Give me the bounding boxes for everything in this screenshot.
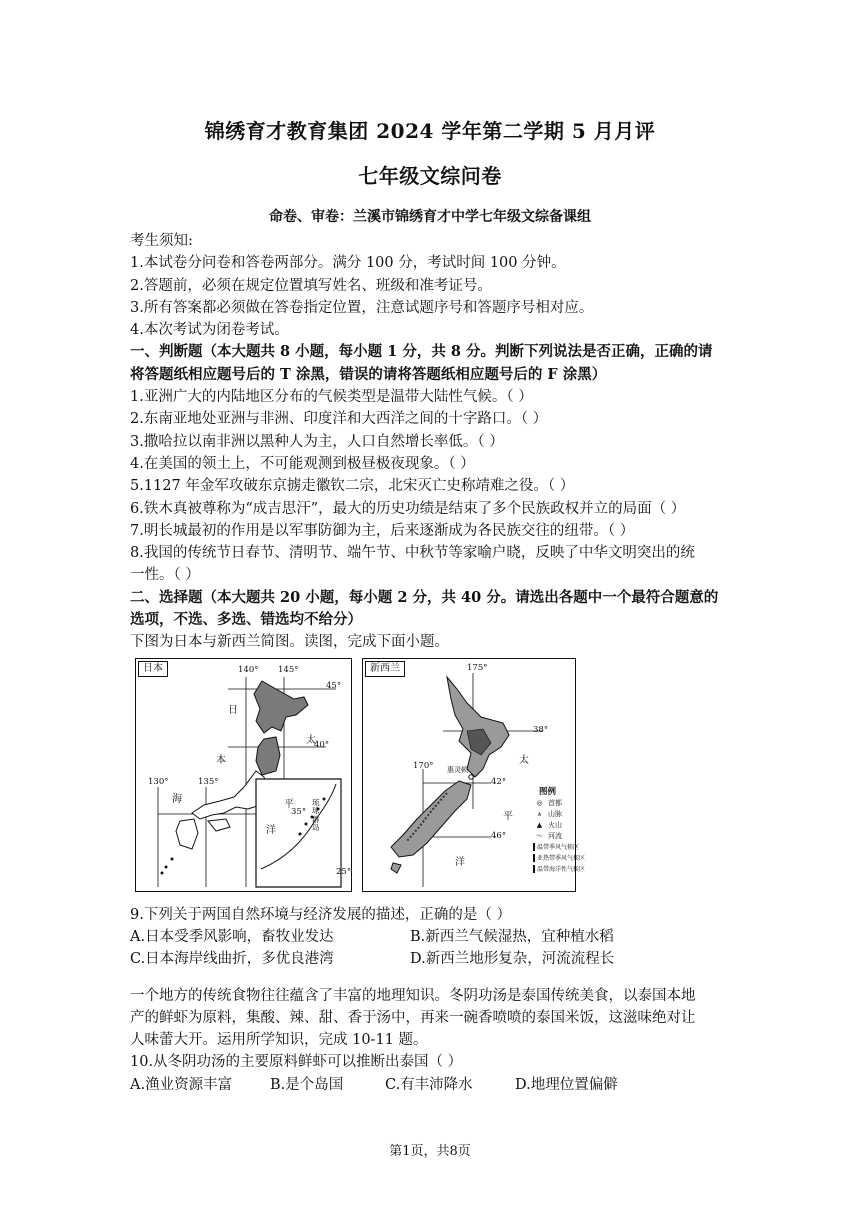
- lat-label: 25°: [336, 866, 352, 877]
- japan-map-graphic: [136, 659, 351, 891]
- option-a: A.日本受季风影响，畜牧业发达: [130, 928, 334, 945]
- option-c: C.日本海岸线曲折，多优良港湾: [130, 951, 334, 968]
- honshu-north: [256, 737, 280, 775]
- option-c: C.有丰沛降水: [385, 1076, 473, 1093]
- label-ping: 平: [503, 810, 513, 822]
- question-5: 5.1127 年金军攻破东京掳走徽钦二宗，北宋灭亡史称靖难之役。（ ）: [130, 478, 575, 495]
- lat-label: 38°: [533, 724, 549, 735]
- exam-body: [130, 230, 730, 1096]
- lon-label: 175°: [467, 662, 488, 673]
- shikoku-island: [208, 819, 230, 831]
- legend-title: 图例: [539, 786, 557, 797]
- lat-label: 40°: [314, 739, 330, 750]
- label-ben: 本: [216, 754, 226, 766]
- lat-label: 35°: [291, 806, 307, 817]
- option-b: B.新西兰气候湿热，宜种植水稻: [410, 928, 614, 945]
- question-8: 8.我国的传统节日春节、清明节、端午节、中秋节等家喻户晓，反映了中华文明突出的统: [130, 545, 695, 562]
- japan-map: [135, 658, 352, 892]
- legend-temperate-monsoon: 温带季风气候区: [533, 842, 577, 853]
- legend-temperate-maritime: 温带海洋性气候区: [533, 864, 577, 875]
- label-ri: 日: [228, 704, 238, 716]
- swatch-dark: [533, 843, 535, 851]
- notice-item: 2.答题前，必须在规定位置填写姓名、班级和准考证号。: [130, 277, 492, 294]
- map-legend: [533, 786, 586, 875]
- question-10-options: [130, 1074, 730, 1096]
- option-d: D.新西兰地形复杂，河流流程长: [410, 951, 615, 968]
- page-number: 第1页，共8页: [389, 1144, 471, 1159]
- passage-line: 人味蕾大开。运用所学知识，完成 10-11 题。: [130, 1032, 428, 1049]
- capital-icon: ◎: [536, 798, 543, 807]
- notice-item: 1.本试卷分问卷和答卷两部分。满分 100 分，考试时间 100 分钟。: [130, 255, 566, 272]
- label-yang: 洋: [266, 824, 276, 836]
- option-d: D.地理位置偏僻: [515, 1076, 618, 1093]
- section1-heading-cont: 将答题纸相应题号后的 T 涂黑，错误的请将答题纸相应题号后的 F 涂黑）: [130, 365, 607, 383]
- question-10: 10.从冬阴功汤的主要原料鲜虾可以推断出泰国（ ）: [130, 1054, 463, 1071]
- question-7: 7.明长城最初的作用是以军事防御为主，后来逐渐成为各民族交往的纽带。（ ）: [130, 522, 635, 539]
- river-icon: 〜: [536, 831, 543, 840]
- japan-map-tag: 日本: [138, 661, 168, 677]
- question-9-options-row1: [130, 926, 730, 948]
- mountain-icon: ⩚: [537, 809, 542, 818]
- kyushu-island: [176, 819, 198, 849]
- label-hai: 海: [172, 793, 182, 805]
- section1-heading: 一、判断题（本大题共 8 小题，每小题 1 分，共 8 分。判断下列说法是否正确，正确的请: [130, 343, 713, 361]
- legend-mountain: ⩚ 山脉: [533, 809, 577, 820]
- notice-item: 3.所有答案都必须做在答卷指定位置，注意试题序号和答题序号相对应。: [130, 299, 594, 316]
- ryukyu-islands: [161, 857, 174, 874]
- exam-title: 锦绣育才教育集团 2024 学年第二学期 5 月月评: [204, 119, 656, 143]
- map-intro: 下图为日本与新西兰简图。读图，完成下面小题。: [130, 634, 449, 651]
- label-tai: 太: [306, 734, 316, 746]
- option-b: B.是个岛国: [270, 1076, 344, 1093]
- label-tai: 太: [519, 754, 529, 766]
- notice-item: 4.本次考试为闭卷考试。: [130, 322, 289, 339]
- wellington-dot: [469, 774, 473, 778]
- map-figures: [130, 658, 730, 898]
- wellington-label: 惠灵顿: [447, 765, 468, 774]
- exam-authors: 命卷、审卷：兰溪市锦绣育才中学七年级文综备课组: [269, 209, 591, 225]
- new-zealand-map: [362, 658, 586, 892]
- notice-heading: 考生须知:: [130, 233, 193, 249]
- volcano-icon: ▲: [536, 820, 543, 829]
- south-island: [391, 781, 471, 857]
- legend-river: 〜 河流: [533, 831, 577, 842]
- label-ping: 平: [284, 798, 294, 810]
- question-3: 3.撒哈拉以南非洲以黑种人为主，人口自然增长率低。（ ）: [130, 433, 504, 450]
- passage-line: 一个地方的传统食物往往蕴含了丰富的地理知识。冬阴功汤是泰国传统美食，以泰国本地: [130, 987, 696, 1004]
- lon-label: 170°: [413, 760, 434, 771]
- legend-volcano: ▲ 火山: [533, 820, 577, 831]
- legend-subtropical-monsoon: 亚热带季风气候区: [533, 853, 577, 864]
- lat-label: 42°: [491, 776, 507, 787]
- north-island: [447, 677, 509, 777]
- inset-label: 琉球群岛: [312, 797, 320, 833]
- question-1: 1.亚洲广大的内陆地区分布的气候类型是温带大陆性气候。（ ）: [130, 389, 533, 406]
- nz-map-tag: 新西兰: [365, 661, 405, 677]
- question-9: 9.下列关于两国自然环境与经济发展的描述，正确的是（ ）: [130, 906, 511, 923]
- option-a: A.渔业资源丰富: [130, 1076, 233, 1093]
- question-8-cont: 一性。（ ）: [130, 567, 200, 584]
- question-4: 4.在美国的领土上，不可能观测到极昼极夜现象。（ ）: [130, 455, 475, 472]
- question-6: 6.铁木真被尊称为“成吉思汗”，最大的历史功绩是结束了多个民族政权并立的局面（ ）: [130, 500, 686, 517]
- passage-line: 产的鲜虾为原料，集酸、辣、甜、香于汤中，再来一碗香喷喷的泰国米饭，这滋味绝对让: [130, 1009, 696, 1026]
- swatch-white: [533, 854, 535, 862]
- legend-capital: ◎ 首都: [533, 798, 577, 809]
- lon-label: 145°: [278, 664, 299, 675]
- section2-heading-cont: 选项，不选、多选、错选均不给分）: [130, 611, 362, 629]
- lat-label: 46°: [491, 830, 507, 841]
- exam-subtitle: 七年级文综问卷: [358, 164, 502, 188]
- section2-heading: 二、选择题（本大题共 20 小题，每小题 2 分，共 40 分。请选出各题中一个最符合题意的: [130, 588, 719, 606]
- swatch-grey: [533, 865, 535, 873]
- lat-label: 45°: [326, 680, 342, 691]
- stewart-island: [391, 863, 401, 873]
- lon-label: 135°: [198, 776, 219, 787]
- question-2: 2.东南亚地处亚洲与非洲、印度洋和大西洋之间的十字路口。（ ）: [130, 411, 548, 428]
- question-9-options-row2: [130, 948, 730, 970]
- label-yang: 洋: [455, 856, 465, 868]
- lon-label: 140°: [238, 664, 259, 675]
- lon-label: 130°: [148, 776, 169, 787]
